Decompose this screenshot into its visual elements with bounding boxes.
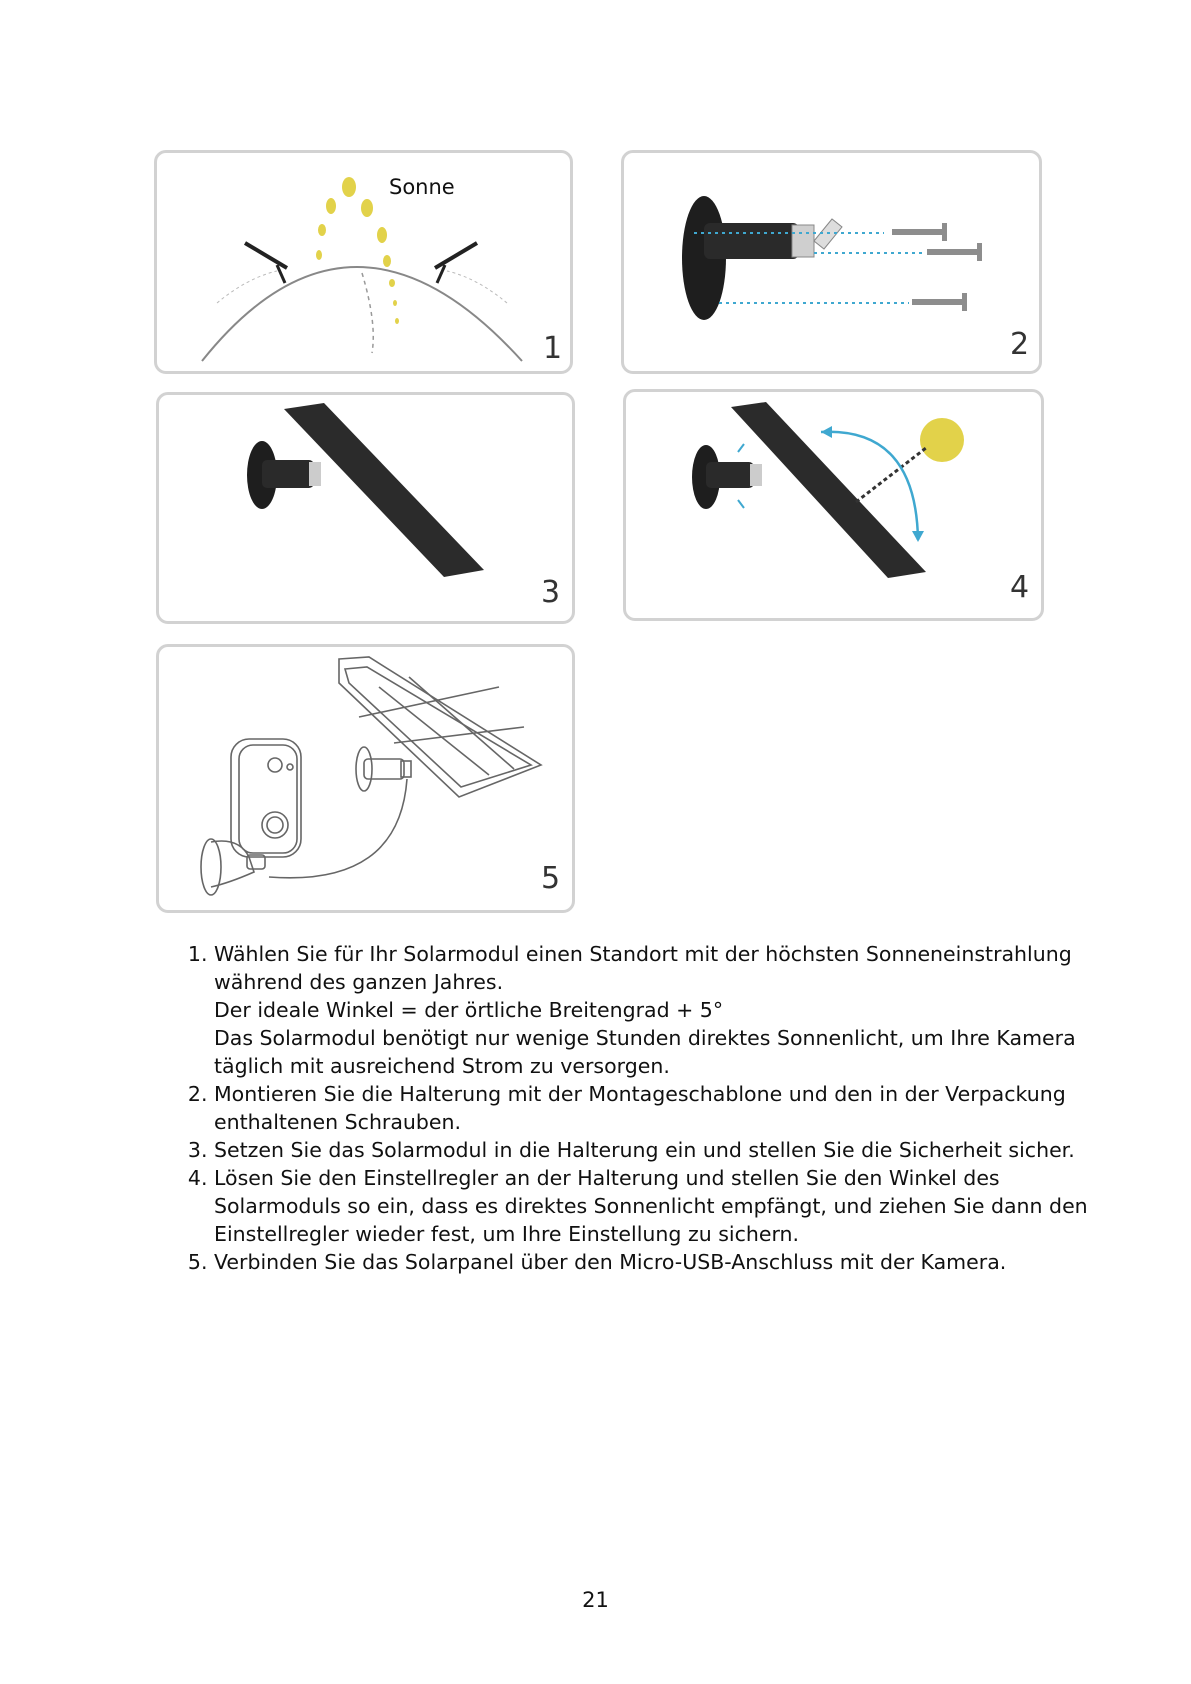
panel-number: 5 <box>541 861 561 896</box>
instruction-text: 1. Wählen Sie für Ihr Solarmodul einen Standort mit der höchsten Sonneneinstrahlung während des ganzen Jahres. <box>214 942 1072 994</box>
sun-path-diagram-icon <box>157 153 576 377</box>
panel-number: 2 <box>1010 327 1030 362</box>
panel-number: 3 <box>541 575 561 610</box>
instruction-text: 3. Setzen Sie das Solarmodul in die Halterung ein und stellen Sie die Sicherheit sicher. <box>214 1138 1075 1162</box>
sun-label: Sonne <box>389 175 455 199</box>
figure-panel-1 <box>154 150 573 374</box>
instruction-list <box>178 940 1114 1276</box>
page-number: 21 <box>582 1588 609 1612</box>
figure-panel-3 <box>156 392 575 624</box>
instruction-text: 2. Montieren Sie die Halterung mit der Montageschablone und den in der Verpackung enthaltenen Schrauben. <box>214 1082 1066 1134</box>
list-item <box>214 1080 1114 1136</box>
figure-panel-2 <box>621 150 1042 374</box>
instruction-text: Der ideale Winkel = der örtliche Breitengrad + 5° <box>214 998 724 1022</box>
panel-number: 4 <box>1010 570 1030 605</box>
list-item <box>214 1164 1114 1248</box>
list-item <box>214 940 1114 1080</box>
instruction-text: 5. Verbinden Sie das Solarpanel über den Micro-USB-Anschluss mit der Kamera. <box>214 1250 1007 1274</box>
solar-panel-on-mount-icon <box>159 395 578 627</box>
figure-panel-5 <box>156 644 575 913</box>
mount-and-screws-icon <box>624 153 1045 377</box>
angle-adjustment-icon <box>626 392 1047 624</box>
instruction-text: 4. Lösen Sie den Einstellregler an der Halterung und stellen Sie den Winkel des Solarmoduls so ein, dass es direktes Sonnenlicht empfängt, und ziehen Sie dann den Einstellregler wieder fest, um Ihre Einstellung zu sichern. <box>214 1166 1088 1246</box>
figure-panel-4 <box>623 389 1044 621</box>
list-item <box>214 1136 1114 1164</box>
camera-connected-to-panel-icon <box>159 647 578 916</box>
panel-number: 1 <box>543 331 563 366</box>
list-item <box>214 1248 1114 1276</box>
instruction-text: Das Solarmodul benötigt nur wenige Stunden direktes Sonnenlicht, um Ihre Kamera täglich mit ausreichend Strom zu versorgen. <box>214 1026 1076 1078</box>
